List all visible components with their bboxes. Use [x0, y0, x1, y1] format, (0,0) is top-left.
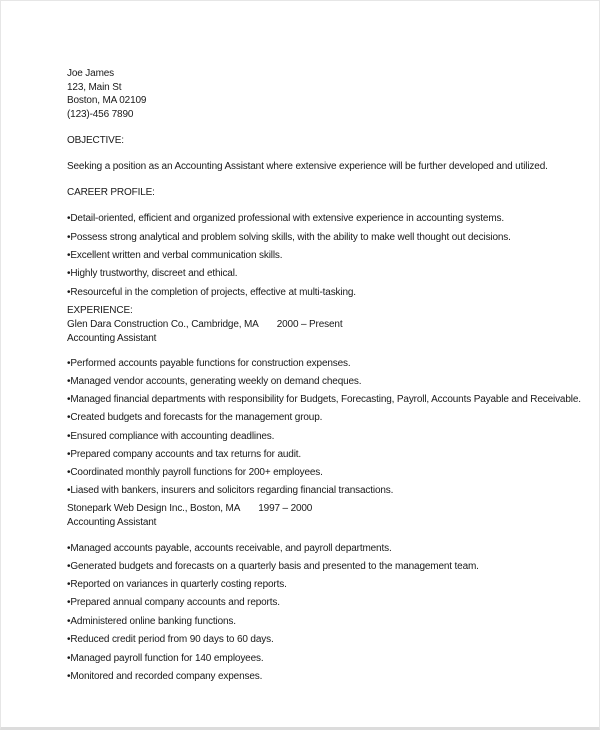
list-item: •Prepared company accounts and tax returns for audit. — [67, 449, 302, 460]
contact-street: 123, Main St — [67, 82, 122, 93]
list-item: •Managed vendor accounts, generating weekly on demand cheques. — [67, 376, 362, 387]
list-item: •Highly trustworthy, discreet and ethical. — [67, 268, 238, 279]
list-item: •Managed accounts payable, accounts receivable, and payroll departments. — [67, 543, 392, 554]
list-item: •Ensured compliance with accounting deadlines. — [67, 431, 275, 442]
objective-text: Seeking a position as an Accounting Assistant where extensive experience will be further developed and utilized. — [67, 161, 548, 172]
job-title: Accounting Assistant — [67, 333, 157, 344]
list-item: •Administered online banking functions. — [67, 616, 236, 627]
experience-heading: EXPERIENCE: — [67, 305, 133, 316]
list-item: •Managed financial departments with responsibility for Budgets, Forecasting, Payroll, Accounts Payable and Receivable. — [67, 394, 581, 405]
job-title: Accounting Assistant — [67, 517, 157, 528]
list-item: •Reduced credit period from 90 days to 60 days. — [67, 634, 274, 645]
contact-city: Boston, MA 02109 — [67, 95, 147, 106]
job-dates: 2000 – Present — [276, 319, 343, 330]
objective-heading: OBJECTIVE: — [67, 135, 124, 146]
job-company: Stonepark Web Design Inc., Boston, MA — [67, 503, 241, 514]
list-item: •Managed payroll function for 140 employees. — [67, 653, 264, 664]
job-company: Glen Dara Construction Co., Cambridge, MA — [67, 319, 259, 330]
list-item: •Coordinated monthly payroll functions for 200+ employees. — [67, 467, 323, 478]
contact-phone: (123)-456 7890 — [67, 109, 134, 120]
list-item: •Excellent written and verbal communication skills. — [67, 250, 283, 261]
job-dates: 1997 – 2000 — [258, 503, 313, 514]
list-item: •Possess strong analytical and problem solving skills, with the ability to make well thought out decisions. — [67, 232, 511, 243]
list-item: •Detail-oriented, efficient and organized professional with extensive experience in accounting systems. — [67, 213, 505, 224]
job-header — [67, 319, 342, 331]
list-item: •Performed accounts payable functions for construction expenses. — [67, 358, 351, 369]
contact-name: Joe James — [67, 68, 115, 79]
career-profile-heading: CAREER PROFILE: — [67, 187, 155, 198]
list-item: •Created budgets and forecasts for the management group. — [67, 412, 323, 423]
list-item: •Reported on variances in quarterly costing reports. — [67, 579, 287, 590]
list-item: •Resourceful in the completion of projects, effective at multi-tasking. — [67, 287, 356, 298]
list-item: •Prepared annual company accounts and reports. — [67, 597, 280, 608]
job-header — [67, 503, 312, 515]
list-item: •Monitored and recorded company expenses. — [67, 671, 263, 682]
list-item: •Generated budgets and forecasts on a quarterly basis and presented to the management team. — [67, 561, 479, 572]
list-item: •Liased with bankers, insurers and solicitors regarding financial transactions. — [67, 485, 394, 496]
